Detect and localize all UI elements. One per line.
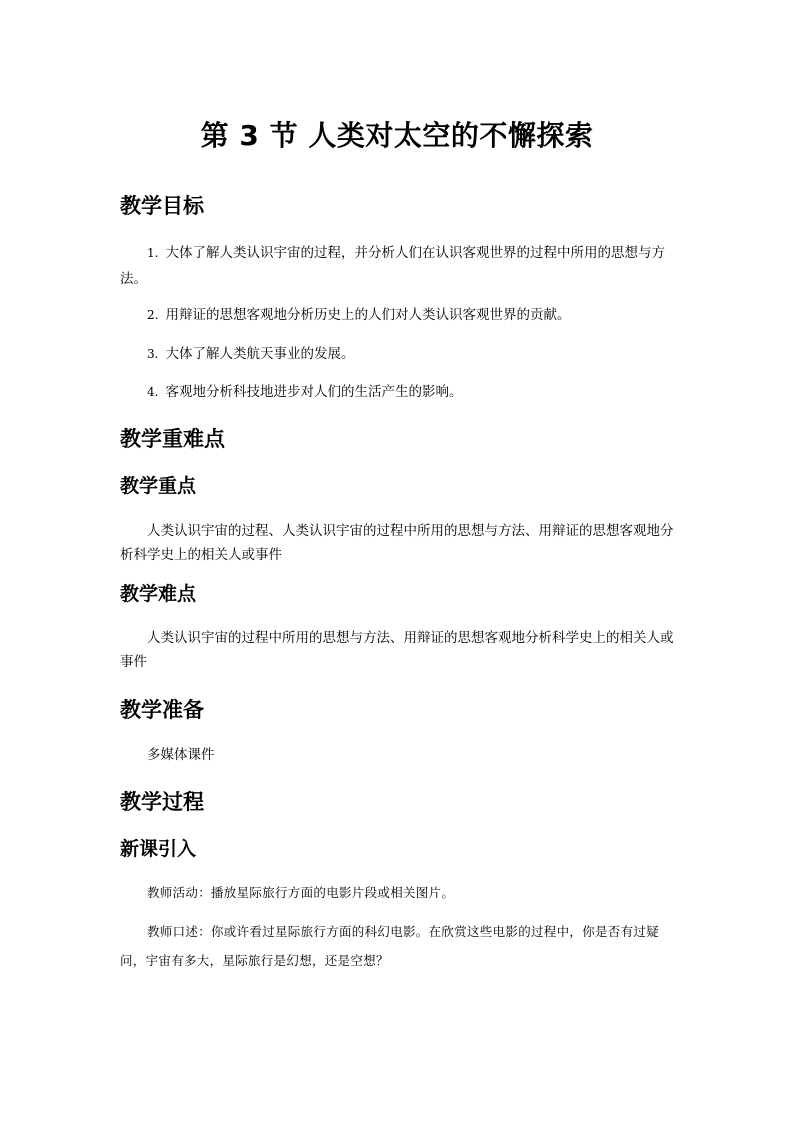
objective-item-4 (120, 379, 676, 405)
document-title: 第 3 节 人类对太空的不懈探索 (200, 119, 594, 152)
objective-number: 2. (147, 308, 159, 322)
objective-item-2 (120, 302, 676, 328)
key-difficult-heading: 教学重难点 (120, 427, 225, 451)
objective-item-1 (120, 240, 676, 292)
difficult-points-text: 人类认识宇宙的过程中所用的思想与方法、用辩证的思想客观地分析科学史上的相关人或事件 (120, 630, 674, 670)
process-heading: 教学过程 (120, 790, 204, 814)
objective-text: 用辩证的思想客观地分析历史上的人们对人类认识客观世界的贡献。 (165, 307, 571, 323)
objective-number: 3. (147, 347, 159, 361)
objective-text: 客观地分析科技地进步对人们的生活产生的影响。 (165, 384, 463, 400)
difficult-points-heading: 教学难点 (120, 583, 197, 605)
intro-heading: 新课引入 (120, 838, 197, 860)
preparation-text: 多媒体课件 (147, 747, 215, 763)
objectives-heading: 教学目标 (120, 194, 204, 218)
key-points-text: 人类认识宇宙的过程、人类认识宇宙的过程中所用的思想与方法、用辩证的思想客观地分析科学史上的相关人或事件 (120, 523, 674, 563)
objective-text: 大体了解人类认识宇宙的过程，并分析人们在认识客观世界的过程中所用的思想与方法。 (120, 245, 665, 287)
objective-number: 4. (147, 385, 159, 399)
objective-text: 大体了解人类航天事业的发展。 (165, 346, 355, 362)
preparation-heading: 教学准备 (120, 698, 204, 722)
key-points-heading: 教学重点 (120, 475, 197, 497)
teacher-narration-text: 教师口述：你或许看过星际旅行方面的科幻电影。在欣赏这些电影的过程中，你是否有过疑问，宇宙有多大，星际旅行是幻想，还是空想？ (120, 924, 660, 968)
teacher-activity-text: 教师活动：播放星际旅行方面的电影片段或相关图片。 (147, 885, 455, 900)
objective-number: 1. (147, 246, 159, 260)
objective-item-3 (120, 341, 676, 367)
